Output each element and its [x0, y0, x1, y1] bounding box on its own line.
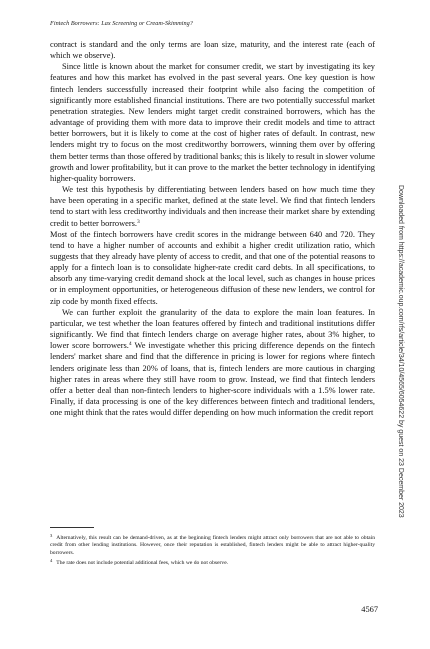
footnote-number: 4 [50, 558, 53, 563]
paragraph [50, 307, 375, 419]
paragraph [50, 184, 375, 229]
footnote [50, 532, 375, 557]
paragraph-text: We can further exploit the granularity of the data to explore the main loan features. In particular, we test whether the loan features offered by fintech and traditional institutions differ significantly. We find that fintech lenders charge on average higher rates, about 3% higher, to lower score borrowers. [50, 307, 375, 351]
paragraph-text: We test this hypothesis by differentiating between lenders based on how much time they have been operating in a specific market, defined at the state level. We find that fintech lenders tend to start with less creditworthy individuals and then increase their market share by extending credit to better borrowers. [50, 185, 375, 228]
footnote [50, 557, 375, 567]
running-head: Fintech Borrowers: Lax Screening or Cream-Skimming? [50, 20, 193, 27]
footnote-number: 3 [50, 533, 53, 538]
page-number: 4567 [361, 605, 378, 614]
footnote-text: The rate does not include potential additional fees, which we do not observe. [56, 560, 229, 566]
paragraph: Most of the fintech borrowers have credit scores in the midrange between 640 and 720. They tend to have a higher number of accounts and exhibit a higher credit utilization ratio, which suggests that they already have plenty of access to credit, and that one of the potential reasons to apply for a fintech loan is to consolidate higher-rate credit card debts. In all specifications, to absorb any time-varying credit demand shock at the local level, such as changes in house prices or in employment opportunities, or heterogeneous diffusion of these new lenders, we control for zip code by month fixed effects. [50, 229, 375, 306]
footnote-divider [50, 527, 94, 528]
watermark-text: Downloaded from https://academic.oup.com/rfs/article/34/10/4565/6054622 by guest on 23 December 2023 [397, 185, 404, 518]
footnote-ref[interactable]: 3 [136, 218, 140, 225]
download-watermark [396, 185, 406, 518]
footnote-text: Alternatively, this result can be demand-driven, as at the beginning fintech lenders might attract only borrowers that are not able to obtain credit from other lending institutions. However, once their reputation is established, fintech lenders might be able to attract higher-quality borrowers. [50, 535, 375, 556]
paragraph: contract is standard and the only terms are loan size, maturity, and the interest rate (each of which we observe). [50, 40, 375, 61]
body-text [50, 39, 375, 418]
paragraph-text: We investigate whether this pricing difference depends on the fintech lenders' market share and find that the difference in pricing is lower for regions where fintech lenders originate less than 20% of loans, that is, fintech lenders are more cautious in charging higher rates in areas where they still have room to grow. Instead, we find that fintech lenders offer a better deal than non-fintech lenders to higher-score individuals with a 1.5% lower rate. Finally, if data processing is one of the key differences between fintech and traditional lenders, one might think that the rates would differ depending on how much information the credit report [50, 341, 375, 418]
paragraph: Since little is known about the market for consumer credit, we start by investigating its key features and how this market has evolved in the past several years. One key question is how fintech lenders successfully increased their footprint while also facing the competition of significantly more established financial institutions. There are two potentially successful market penetration strategies. New lenders might target credit constrained borrowers, which has the advantage of providing them with more data to improve their credit models and time to attract better borrowers, but it is likely to come at the cost of higher rates of default. In contrast, new lenders might try to focus on the most creditworthy borrowers, winning them over by offering them better terms than those offered by traditional banks; this is likely to result in slower volume growth and lower profitability, but it can prove to the market the better technology in identifying higher-quality borrowers. [50, 62, 375, 183]
footnote-ref[interactable]: 4 [128, 341, 132, 348]
